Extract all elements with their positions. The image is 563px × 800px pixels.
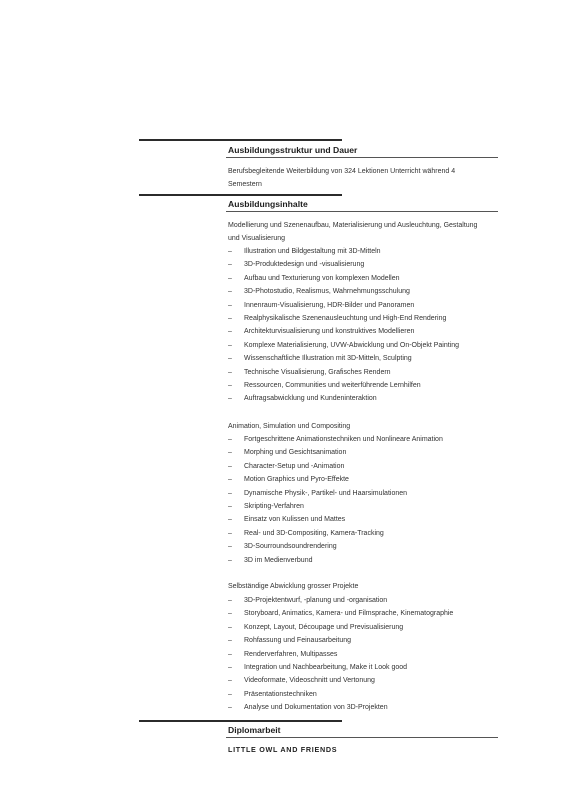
list-item-text: Ressourcen, Communities und weiterführende Lernhilfen	[244, 381, 421, 389]
list-item	[228, 446, 443, 459]
list-item-text: Komplexe Materialisierung, UVW-Abwicklung und On-Objekt Painting	[244, 341, 460, 349]
list-item-text: 3D-Photostudio, Realismus, Wahrnehmungsschulung	[244, 288, 410, 296]
list-item-text: Präsentationstechniken	[244, 690, 317, 698]
list-item	[228, 366, 459, 379]
list-item-text: Analyse und Dokumentation von 3D-Projekten	[244, 704, 388, 712]
list-marker: –	[228, 704, 232, 712]
list-item-text: Architekturvisualisierung und konstruktives Modellieren	[244, 328, 415, 336]
list-item-text: Fortgeschrittene Animationstechniken und Nonlineare Animation	[244, 436, 443, 443]
list-marker: –	[228, 556, 232, 564]
list-item	[228, 352, 459, 365]
projects-intro: Selbständige Abwicklung grosser Projekte	[228, 583, 359, 590]
list-marker: –	[228, 516, 232, 524]
list-item	[228, 379, 459, 392]
list-item-text: 3D-Produktedesign und -visualisierung	[244, 261, 365, 269]
list-marker: –	[228, 677, 232, 685]
list-marker: –	[228, 462, 232, 470]
list-item	[228, 594, 453, 607]
list-item-text: Wissenschaftliche Illustration mit 3D-Mitteln, Sculpting	[244, 355, 412, 363]
list-item	[228, 460, 443, 473]
list-marker: –	[228, 476, 232, 484]
list-marker: –	[228, 314, 232, 322]
list-item-text: Technische Visualisierung, Grafisches Rendern	[244, 368, 391, 376]
list-item-text: Renderverfahren, Multipasses	[244, 650, 338, 658]
section-rule	[139, 720, 342, 722]
thesis-title: LITTLE OWL AND FRIENDS	[228, 745, 338, 754]
list-item	[228, 473, 443, 486]
list-marker: –	[228, 261, 232, 269]
list-item-text: Character-Setup und -Animation	[244, 462, 345, 470]
list-marker: –	[228, 623, 232, 631]
list-item	[228, 272, 459, 285]
list-item-text: 3D-Projektentwurf, -planung und -organisation	[244, 597, 388, 604]
list-item-text: Illustration und Bildgestaltung mit 3D-Mitteln	[244, 248, 381, 255]
section-rule	[139, 194, 342, 196]
list-item	[228, 688, 453, 701]
list-marker: –	[228, 355, 232, 363]
list-marker: –	[228, 543, 232, 551]
list-item-text: Innenraum-Visualisierung, HDR-Bilder und Panoramen	[244, 301, 415, 309]
list-item	[228, 661, 453, 674]
list-item	[228, 285, 459, 298]
list-item-text: Skripting-Verfahren	[244, 502, 304, 510]
list-item	[228, 312, 459, 325]
list-item	[228, 540, 443, 553]
list-item-text: Realphysikalische Szenenausleuchtung und High-End Rendering	[244, 314, 447, 322]
list-item	[228, 487, 443, 500]
list-marker: –	[228, 663, 232, 671]
modeling-list	[228, 245, 459, 406]
list-marker: –	[228, 368, 232, 376]
list-item	[228, 258, 459, 271]
list-marker: –	[228, 381, 232, 389]
list-item-text: Storyboard, Animatics, Kamera- und Filmsprache, Kinematographie	[244, 610, 454, 618]
list-item	[228, 500, 443, 513]
list-item-text: 3D im Medienverbund	[244, 556, 313, 564]
list-marker: –	[228, 650, 232, 658]
list-marker: –	[228, 529, 232, 537]
section-heading-thesis: Diplomarbeit	[228, 725, 281, 735]
list-item-text: Einsatz von Kulissen und Mattes	[244, 516, 346, 524]
heading-underline	[226, 211, 498, 212]
list-item-text: Konzept, Layout, Découpage und Previsualisierung	[244, 623, 404, 631]
list-marker: –	[228, 489, 232, 497]
heading-underline	[226, 157, 498, 158]
list-item-text: Dynamische Physik-, Partikel- und Haarsimulationen	[244, 489, 408, 497]
list-item	[228, 527, 443, 540]
list-item	[228, 433, 443, 446]
list-item	[228, 325, 459, 338]
list-marker: –	[228, 610, 232, 618]
list-marker: –	[228, 690, 232, 698]
list-item	[228, 674, 453, 687]
list-marker: –	[228, 301, 232, 309]
section-rule	[139, 139, 342, 141]
heading-underline	[226, 737, 498, 738]
modeling-intro: Modellierung und Szenenaufbau, Materialisierung und Ausleuchtung, Gestaltung und Visualisierung	[228, 222, 478, 242]
list-item-text: 3D-Sourroundsoundrendering	[244, 543, 337, 551]
list-item	[228, 634, 453, 647]
section-heading-contents: Ausbildungsinhalte	[228, 199, 308, 209]
structure-description: Berufsbegleitende Weiterbildung von 324 Lektionen Unterricht während 4 Semestern	[228, 168, 456, 188]
animation-list	[228, 433, 443, 567]
list-marker: –	[228, 341, 232, 349]
list-marker: –	[228, 274, 232, 282]
list-item	[228, 607, 453, 620]
list-item	[228, 299, 459, 312]
list-item	[228, 621, 453, 634]
list-marker: –	[228, 288, 232, 296]
list-item	[228, 554, 443, 567]
list-marker: –	[228, 449, 232, 457]
list-marker: –	[228, 597, 232, 604]
list-item-text: Aufbau und Texturierung von komplexen Modellen	[244, 274, 400, 282]
list-marker: –	[228, 248, 232, 255]
list-marker: –	[228, 436, 232, 443]
list-item	[228, 513, 443, 526]
list-item-text: Morphing und Gesichtsanimation	[244, 449, 347, 457]
list-item-text: Real- und 3D-Compositing, Kamera-Tracking	[244, 529, 384, 537]
list-item-text: Rohfassung und Feinausarbeitung	[244, 637, 352, 645]
list-marker: –	[228, 328, 232, 336]
list-item	[228, 392, 459, 405]
list-marker: –	[228, 395, 232, 403]
list-item-text: Motion Graphics und Pyro-Effekte	[244, 476, 349, 484]
list-marker: –	[228, 637, 232, 645]
animation-intro: Animation, Simulation und Compositing	[228, 423, 351, 430]
list-item	[228, 648, 453, 661]
list-item-text: Integration und Nachbearbeitung, Make it Look good	[244, 663, 408, 671]
list-item	[228, 245, 459, 258]
list-item	[228, 701, 453, 714]
projects-list	[228, 594, 453, 715]
list-item-text: Videoformate, Videoschnitt und Vertonung	[244, 677, 375, 685]
list-item	[228, 339, 459, 352]
list-marker: –	[228, 502, 232, 510]
section-heading-structure: Ausbildungsstruktur und Dauer	[228, 145, 358, 155]
list-item-text: Auftragsabwicklung und Kundeninteraktion	[244, 395, 377, 403]
